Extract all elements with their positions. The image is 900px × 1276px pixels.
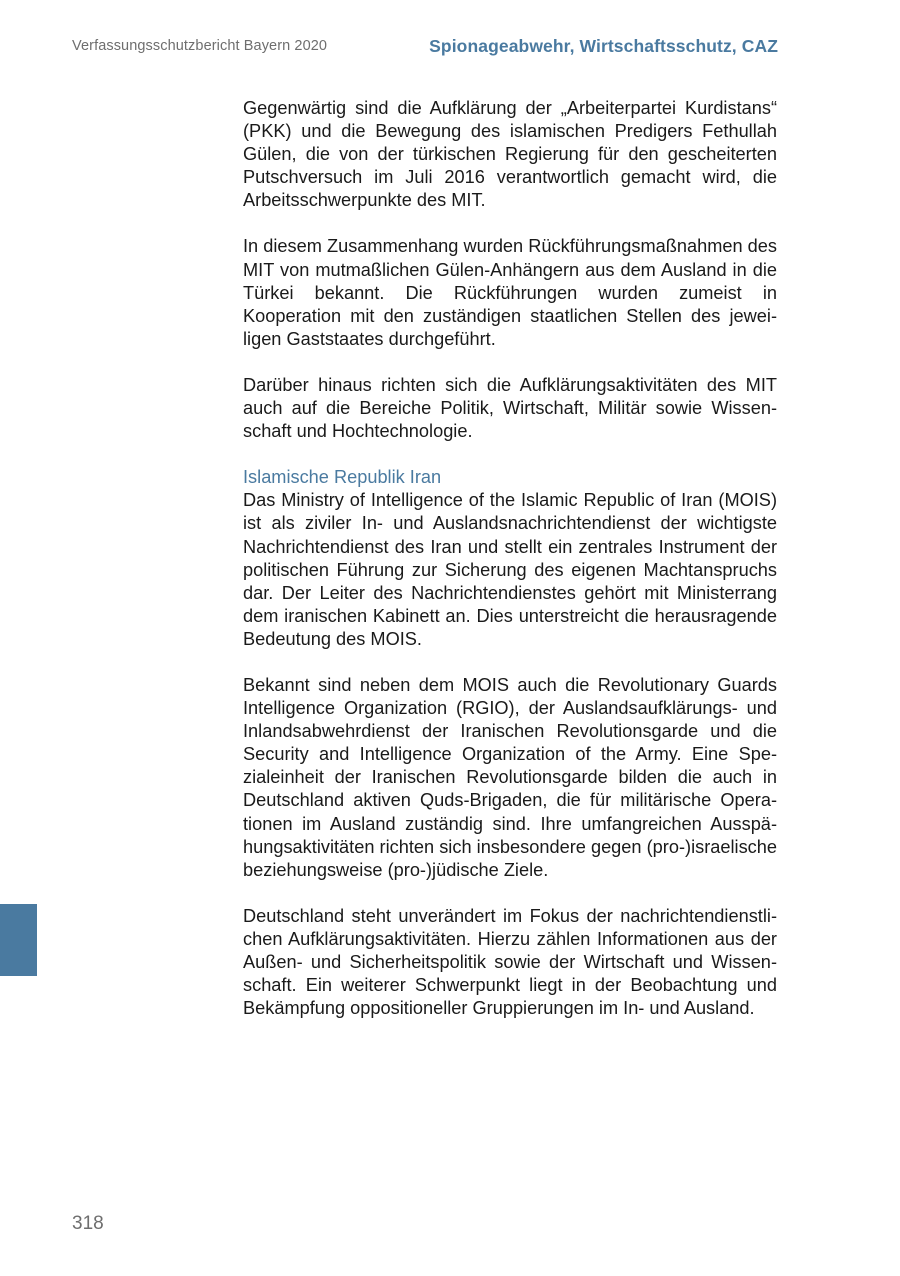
paragraph-rueckfuehrungen: In diesem Zusammenhang wurden Rückführungsmaßnahmen des MIT von mutmaßlichen Gülen-Anhängern aus dem Ausland in die Türkei bekannt. Die Rückführungen wurden zumeist in Kooperation mit den zuständigen staatlichen Stellen des jeweiligen Gaststaates durchgeführt.: [243, 236, 777, 349]
paragraph-aufklaerungsbereiche: Darüber hinaus richten sich die Aufklärungsaktivitäten des MIT auch auf die Bereiche Politik, Wirtschaft, Militär sowie Wissenschaft und Hochtechnologie.: [243, 374, 777, 442]
paragraph-pkk-guelen: Gegenwärtig sind die Aufklärung der „Arbeiterpartei Kurdistans“ (PKK) und die Bewegung des islamischen Predigers Fethullah Gülen, die von der türkischen Regierung für den gescheiterten Putschversuch im Juli 2016 verantwortlich gemacht wird, die Arbeitsschwerpunkte des MIT.: [243, 98, 777, 211]
chapter-side-tab-marker: [0, 904, 37, 976]
paragraph-mois: Das Ministry of Intelligence of the Islamic Republic of Iran (MOIS) ist als ziviler In- und Auslandsnachrichtendienst der wichtigste Nachrichtendienst des Iran und stellt ein zentrales Instrument der politischen Führung zur Sicherung des eigenen Machtanspruchs dar. Der Leiter des Nachrichtendienstes gehört mit Ministerrang dem iranischen Kabinett an. Dies unterstreicht die herausragende Bedeutung des MOIS.: [243, 490, 777, 649]
paragraph-rgio-quds: Bekannt sind neben dem MOIS auch die Revolutionary Guards Intelligence Organization (RGIO), der Auslandsaufklärungs- und Inlandsabwehrdienst der Iranischen Revolutionsgarde und die Security and Intelligence Organization of the Army. Eine Spezialeinheit der Iranischen Revolutionsgarde bilden die auch in Deutschland aktiven Quds-Brigaden, die für militärische Operationen im Ausland zuständig sind. Ihre umfangreichen Ausspähungsaktivitäten richten sich insbesondere gegen (pro-)israelische beziehungsweise (pro-)jüdische Ziele.: [243, 674, 777, 880]
paragraph-deutschland-fokus: Deutschland steht unverändert im Fokus der nachrichtendienstlichen Aufklärungsaktivitäten. Hierzu zählen Informationen aus der Außen- und Sicherheitspolitik sowie der Wirtschaft und Wissenschaft. Ein weiterer Schwerpunkt liegt in der Beobachtung und Bekämpfung oppositioneller Gruppierungen im In- und Ausland.: [243, 905, 777, 1019]
page-number: 318: [72, 1213, 104, 1234]
main-text-column: [243, 97, 777, 1020]
running-header-left: Verfassungsschutzbericht Bayern 2020: [72, 38, 328, 54]
running-header-chapter-title: Spionageabwehr, Wirtschaftsschutz, CAZ: [429, 36, 778, 56]
section-heading-iran: Islamische Republik Iran: [243, 467, 442, 488]
